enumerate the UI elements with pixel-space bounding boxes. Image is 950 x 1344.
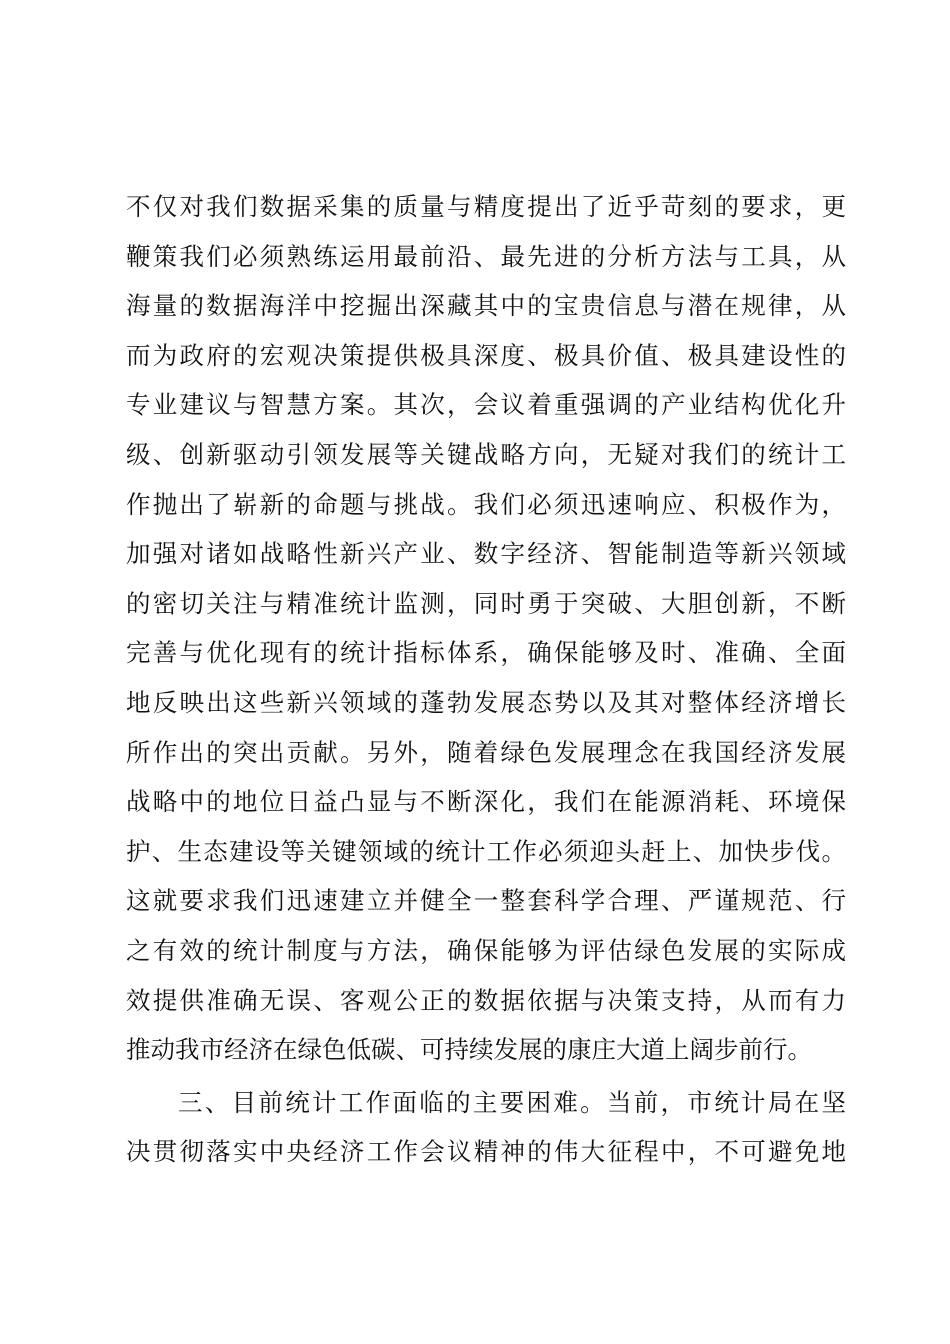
paragraph-1-line-15: 这就要求我们迅速建立并健全一整套科学合理、严谨规范、行 bbox=[126, 886, 846, 916]
paragraph-1-line-18: 推动我市经济在绿色低碳、可持续发展的康庄大道上阔步前行。 bbox=[126, 1035, 812, 1065]
paragraph-1-line-3: 海量的数据海洋中挖掘出深藏其中的宝贵信息与潜在规律，从 bbox=[126, 291, 846, 321]
paragraph-1-line-11: 地反映出这些新兴领域的蓬勃发展态势以及其对整体经济增长 bbox=[126, 687, 846, 717]
paragraph-1-line-2: 鞭策我们必须熟练运用最前沿、最先进的分析方法与工具，从 bbox=[126, 241, 846, 271]
paragraph-1-line-4: 而为政府的宏观决策提供极具深度、极具价值、极具建设性的 bbox=[126, 340, 846, 370]
paragraph-2 bbox=[126, 1078, 846, 1177]
paragraph-1-line-10: 完善与优化现有的统计指标体系，确保能够及时、准确、全面 bbox=[126, 638, 846, 668]
paragraph-1-line-9: 的密切关注与精准统计监测，同时勇于突破、大胆创新，不断 bbox=[126, 588, 846, 618]
paragraph-1-line-1: 不仅对我们数据采集的质量与精度提出了近乎苛刻的要求，更 bbox=[126, 192, 846, 221]
paragraph-2-line-2: 决贯彻落实中央经济工作会议精神的伟大征程中，不可避免地 bbox=[126, 1137, 846, 1167]
paragraph-1 bbox=[126, 182, 846, 1075]
paragraph-1-line-5: 专业建议与智慧方案。其次，会议着重强调的产业结构优化升 bbox=[126, 390, 846, 420]
document-body bbox=[126, 182, 846, 1177]
paragraph-1-line-7: 作抛出了崭新的命题与挑战。我们必须迅速响应、积极作为， bbox=[126, 489, 846, 519]
paragraph-1-line-6: 级、创新驱动引领发展等关键战略方向，无疑对我们的统计工 bbox=[126, 439, 846, 469]
paragraph-1-line-16: 之有效的统计制度与方法，确保能够为评估绿色发展的实际成 bbox=[126, 935, 846, 965]
paragraph-1-line-12: 所作出的突出贡献。另外，随着绿色发展理念在我国经济发展 bbox=[126, 737, 846, 767]
paragraph-1-line-13: 战略中的地位日益凸显与不断深化，我们在能源消耗、环境保 bbox=[126, 787, 846, 817]
paragraph-1-line-14: 护、生态建设等关键领域的统计工作必须迎头赶上、加快步伐。 bbox=[126, 836, 846, 866]
paragraph-2-line-1: 三、目前统计工作面临的主要困难。当前，市统计局在坚 bbox=[178, 1087, 846, 1117]
paragraph-1-line-17: 效提供准确无误、客观公正的数据依据与决策支持，从而有力 bbox=[126, 985, 846, 1015]
paragraph-1-line-8: 加强对诸如战略性新兴产业、数字经济、智能制造等新兴领域 bbox=[126, 539, 846, 569]
